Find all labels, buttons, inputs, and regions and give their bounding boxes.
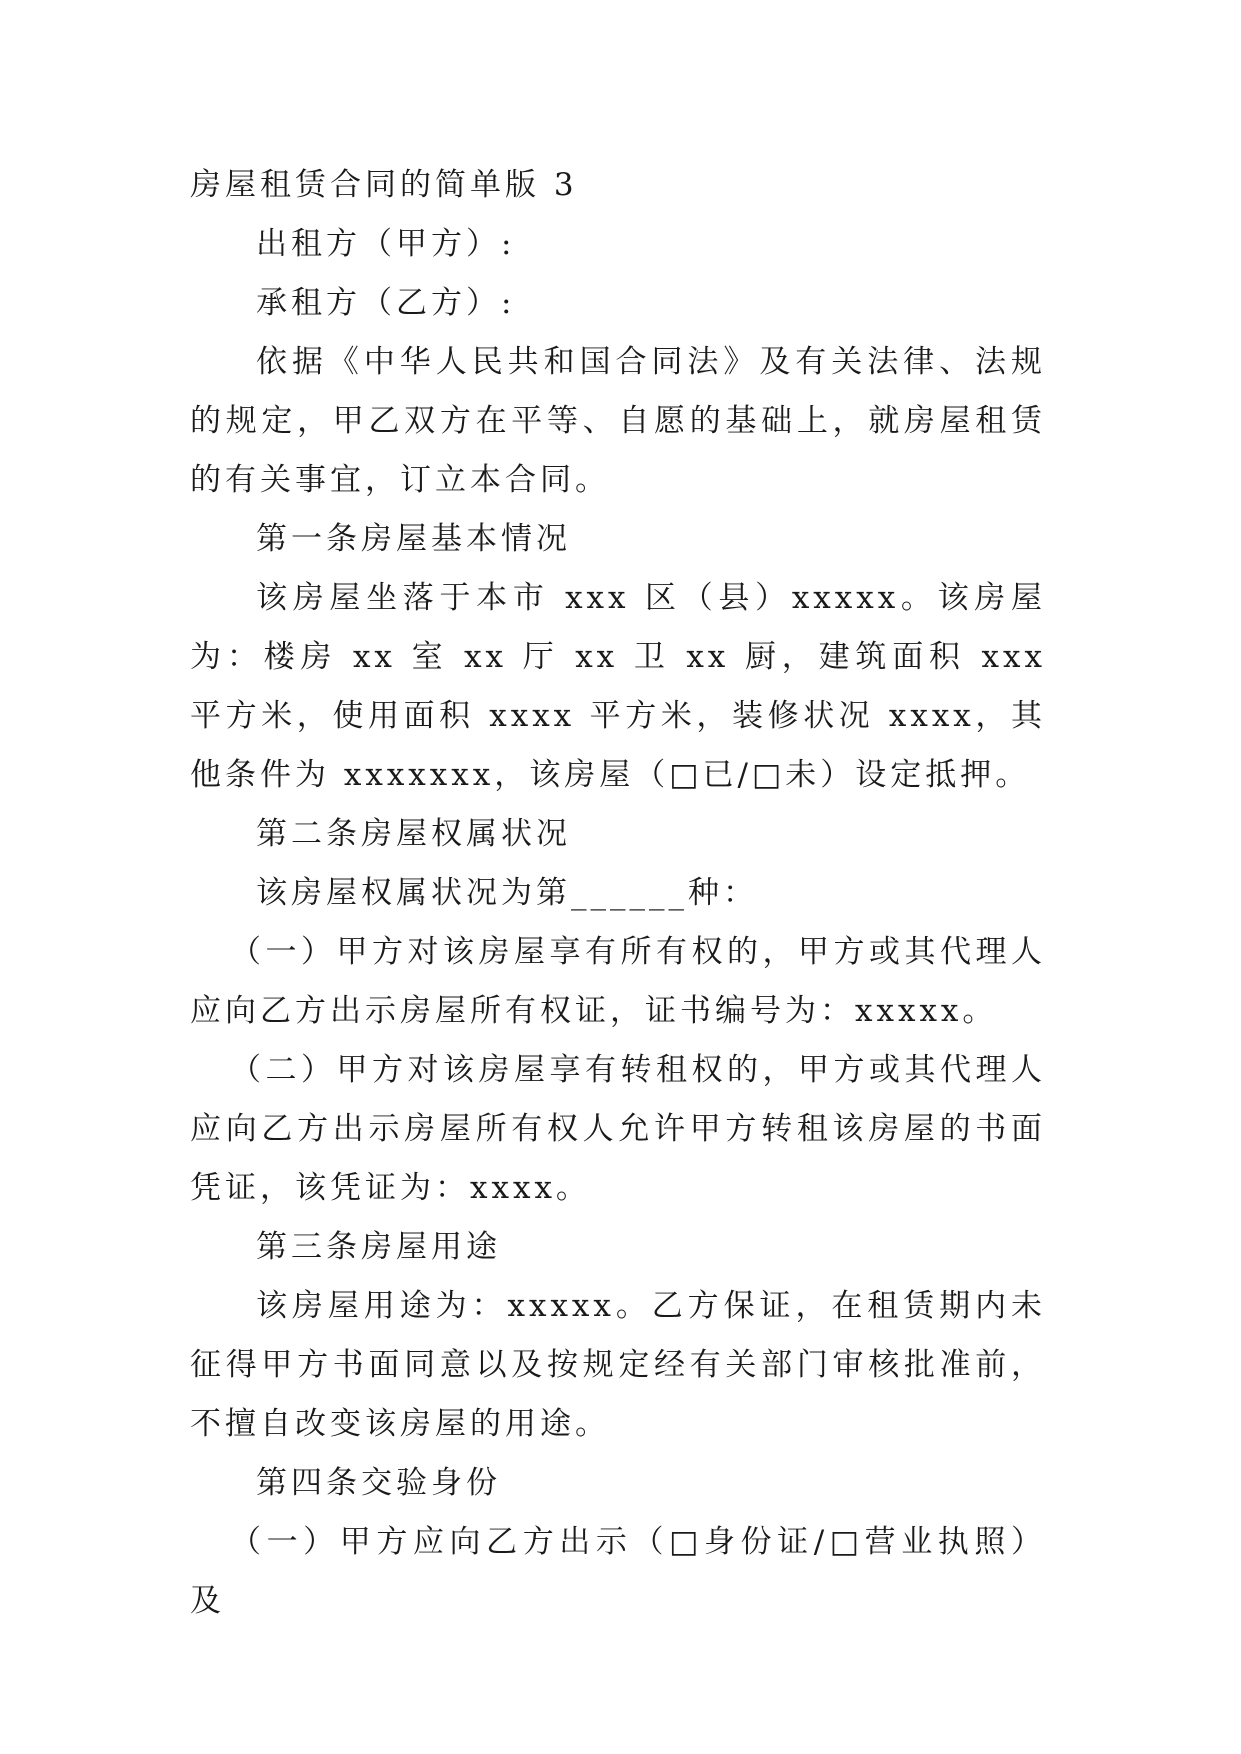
- article-1-heading: 第一条房屋基本情况: [256, 521, 571, 557]
- article-2-item-2: （二）甲方对该房屋享有转租权的，甲方或其代理人应向乙方出示房屋所有权人允许甲方转租该房屋的书面凭证，该凭证为：xxxx。: [190, 1052, 1046, 1206]
- article-3-heading: 第三条房屋用途: [256, 1229, 501, 1265]
- article-4-heading: 第四条交验身份: [256, 1465, 501, 1501]
- article-2-body: 该房屋权属状况为第______种：: [256, 875, 758, 911]
- document-body: [190, 156, 1060, 1631]
- paragraph-lessee: 承租方（乙方）:: [256, 285, 516, 321]
- article-2-heading: 第二条房屋权属状况: [256, 816, 571, 852]
- article-1-body: 该房屋坐落于本市 xxx 区（县）xxxxx。该房屋为：楼房 xx 室 xx 厅 xx 卫 xx 厨，建筑面积 xxx 平方米，使用面积 xxxx 平方米，装修状况 xxxx，其他条件为 xxxxxxx，该房屋（□已/□未）设定抵押。: [190, 580, 1060, 793]
- paragraph-lessor: 出租方（甲方）:: [256, 226, 516, 262]
- paragraph-preamble: 依据《中华人民共和国合同法》及有关法律、法规的规定，甲乙双方在平等、自愿的基础上，就房屋租赁的有关事宜，订立本合同。: [190, 344, 1046, 498]
- article-3-body: 该房屋用途为：xxxxx。乙方保证，在租赁期内未征得甲方书面同意以及按规定经有关部门审核批准前，不擅自改变该房屋的用途。: [190, 1288, 1046, 1442]
- document-title: 房屋租赁合同的简单版 3: [190, 167, 578, 203]
- article-4-item-1: （一）甲方应向乙方出示（□身份证/□营业执照）及: [190, 1524, 1046, 1619]
- article-2-item-1: （一）甲方对该房屋享有所有权的，甲方或其代理人应向乙方出示房屋所有权证，证书编号为：xxxxx。: [190, 934, 1046, 1029]
